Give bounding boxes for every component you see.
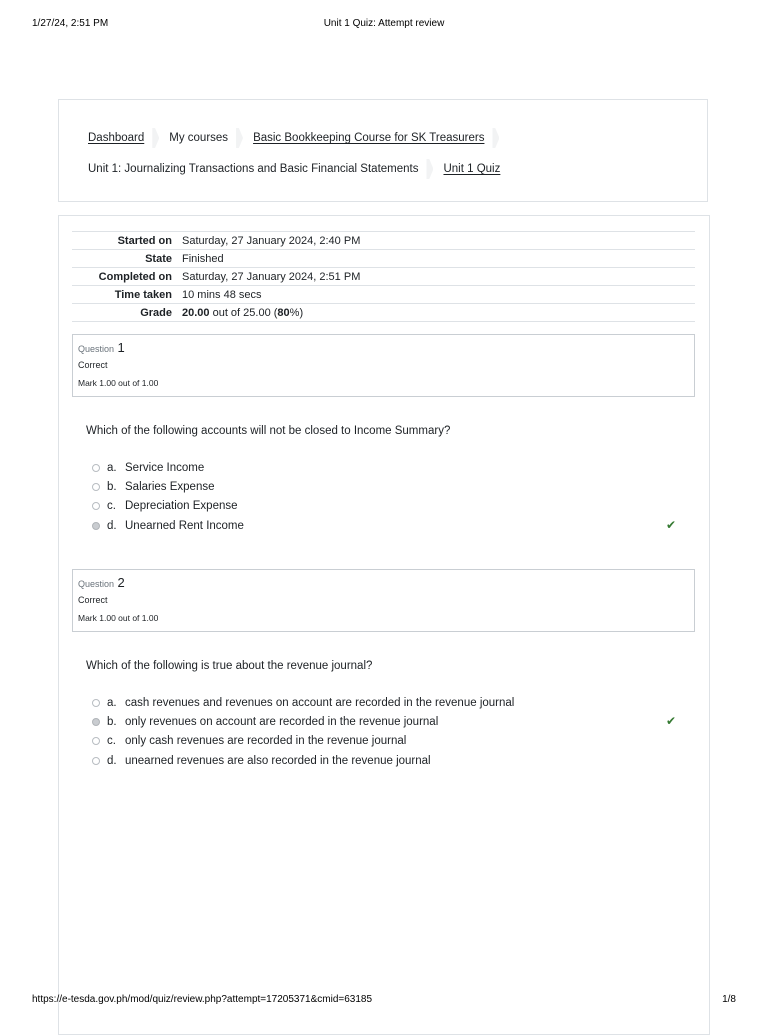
- attempt-summary-table: [72, 231, 695, 322]
- answer-text: Depreciation Expense: [125, 500, 238, 513]
- answer-text: Service Income: [125, 461, 205, 474]
- question-info: [72, 569, 695, 632]
- breadcrumb-course[interactable]: Basic Bookkeeping Course for SK Treasurers: [253, 132, 485, 144]
- breadcrumb-row: [88, 128, 509, 148]
- answer-option[interactable]: [92, 751, 682, 770]
- answer-letter: a.: [107, 696, 117, 709]
- answer-text: cash revenues and revenues on account are recorded in the revenue journal: [125, 696, 515, 709]
- breadcrumb-quiz[interactable]: Unit 1 Quiz: [443, 163, 501, 175]
- print-page-number: 1/8: [722, 994, 736, 1005]
- summary-row: [72, 304, 695, 322]
- summary-row: [72, 286, 695, 304]
- print-header: [32, 18, 736, 32]
- check-icon: ✔: [665, 714, 676, 729]
- answer-option[interactable]: [92, 693, 682, 712]
- question-label: Question: [78, 579, 115, 589]
- answer-option[interactable]: [92, 458, 682, 477]
- question-text: Which of the following accounts will not be closed to Income Summary?: [86, 425, 451, 437]
- question-mark: Mark 1.00 out of 1.00: [78, 613, 159, 623]
- check-icon: ✔: [665, 517, 676, 532]
- summary-value: Finished: [182, 250, 695, 268]
- answer-letter: a.: [107, 461, 117, 474]
- summary-label: Grade: [72, 304, 182, 322]
- radio-selected-icon[interactable]: [92, 522, 100, 530]
- answer-option-selected[interactable]: [92, 516, 682, 535]
- question-number: [78, 575, 125, 590]
- answer-option-selected[interactable]: [92, 712, 682, 731]
- summary-value: Saturday, 27 January 2024, 2:40 PM: [182, 232, 695, 250]
- answer-option[interactable]: [92, 477, 682, 496]
- question-number-value: 2: [117, 575, 125, 590]
- summary-value: Saturday, 27 January 2024, 2:51 PM: [182, 268, 695, 286]
- grade-score: 20.00: [182, 306, 210, 319]
- answer-letter: c.: [107, 500, 116, 513]
- summary-label: Completed on: [72, 268, 182, 286]
- summary-row: [72, 232, 695, 250]
- summary-label: State: [72, 250, 182, 268]
- answer-letter: b.: [107, 480, 117, 493]
- question-state: Correct: [78, 360, 108, 370]
- print-page-title: Unit 1 Quiz: Attempt review: [323, 18, 445, 29]
- breadcrumb-dashboard[interactable]: Dashboard: [88, 132, 145, 144]
- question-mark: Mark 1.00 out of 1.00: [78, 378, 159, 388]
- answer-letter: d.: [107, 754, 117, 767]
- summary-row: [72, 268, 695, 286]
- question-number-value: 1: [117, 340, 125, 355]
- question-label: Question: [78, 344, 115, 354]
- grade-percent-sign: %): [289, 306, 304, 319]
- summary-row: [72, 250, 695, 268]
- summary-label: Started on: [72, 232, 182, 250]
- answer-text: Salaries Expense: [125, 480, 215, 493]
- breadcrumb-my-courses: My courses: [169, 132, 229, 144]
- question-info: [72, 334, 695, 397]
- breadcrumb-unit: Unit 1: Journalizing Transactions and Basic Financial Statements: [88, 163, 419, 175]
- question-state: Correct: [78, 595, 108, 605]
- answer-text: unearned revenues are also recorded in the revenue journal: [125, 754, 431, 767]
- answer-option[interactable]: [92, 732, 682, 751]
- print-footer: [32, 994, 736, 1008]
- summary-value: 10 mins 48 secs: [182, 286, 695, 304]
- answer-option[interactable]: [92, 497, 682, 516]
- radio-icon[interactable]: [92, 483, 100, 491]
- summary-label: Time taken: [72, 286, 182, 304]
- answer-text: only cash revenues are recorded in the revenue journal: [125, 735, 407, 748]
- radio-icon[interactable]: [92, 464, 100, 472]
- print-datetime: 1/27/24, 2:51 PM: [32, 18, 109, 29]
- print-url: https://e-tesda.gov.ph/mod/quiz/review.php?attempt=17205371&cmid=63185: [32, 994, 373, 1005]
- grade-out-of: out of 25.00 (: [209, 306, 278, 319]
- radio-icon[interactable]: [92, 502, 100, 510]
- question-text: Which of the following is true about the revenue journal?: [86, 660, 373, 672]
- grade-value: [182, 304, 695, 322]
- breadcrumb-row: [88, 159, 500, 179]
- radio-icon[interactable]: [92, 699, 100, 707]
- radio-icon[interactable]: [92, 737, 100, 745]
- answer-letter: d.: [107, 519, 117, 532]
- answer-letter: b.: [107, 715, 117, 728]
- chevron-separator-icon: [426, 159, 433, 179]
- chevron-separator-icon: [492, 128, 499, 148]
- chevron-separator-icon: [152, 128, 159, 148]
- answer-list: [92, 458, 682, 535]
- radio-icon[interactable]: [92, 757, 100, 765]
- answer-list: [92, 693, 682, 770]
- answer-text: Unearned Rent Income: [125, 519, 244, 532]
- grade-percent: 80: [277, 306, 290, 319]
- chevron-separator-icon: [236, 128, 243, 148]
- breadcrumb: [58, 99, 708, 202]
- question-number: [78, 340, 125, 355]
- answer-letter: c.: [107, 735, 116, 748]
- answer-text: only revenues on account are recorded in the revenue journal: [125, 715, 439, 728]
- radio-selected-icon[interactable]: [92, 718, 100, 726]
